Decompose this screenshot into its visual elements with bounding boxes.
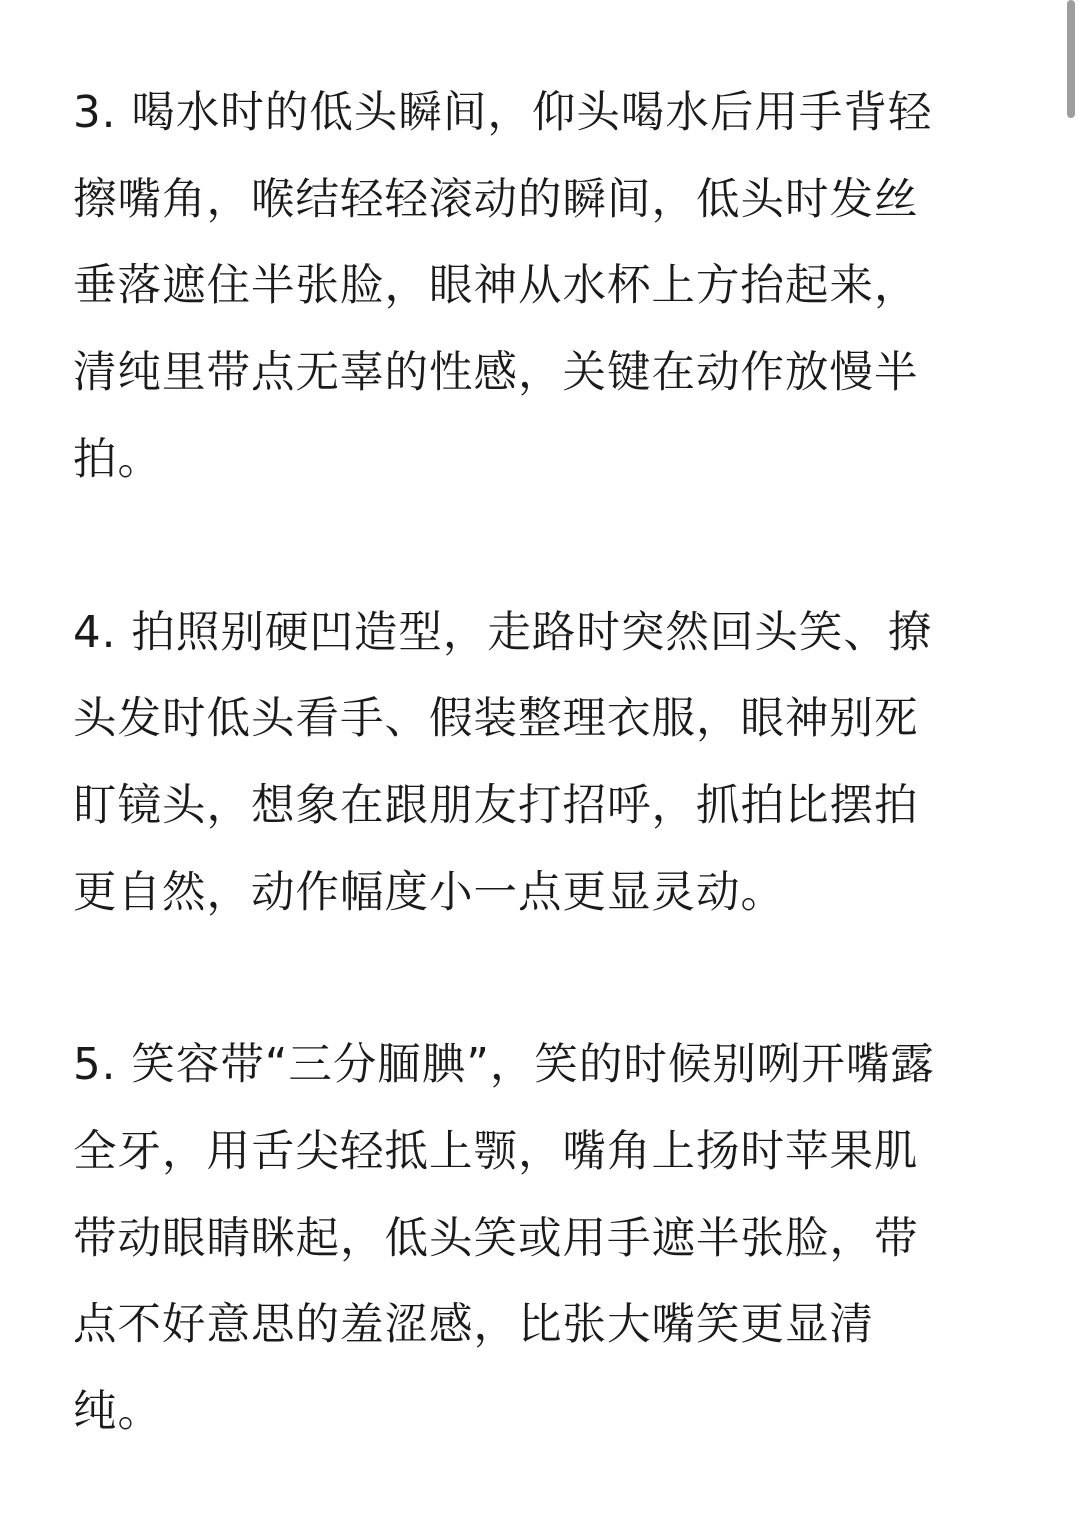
vertical-scrollbar[interactable] xyxy=(1064,0,1078,1518)
text-line: 拍。 xyxy=(73,434,162,485)
paragraph-4 xyxy=(73,590,993,937)
scrollbar-thumb[interactable] xyxy=(1067,0,1075,118)
text-line: 5. 笑容带“三分腼腆”，笑的时候别咧开嘴露 xyxy=(73,1040,935,1091)
text-line: 全牙，用舌尖轻抵上颚，嘴角上扬时苹果肌 xyxy=(73,1127,919,1178)
text-line: 纯。 xyxy=(73,1387,162,1438)
text-line: 3. 喝水时的低头瞬间，仰头喝水后用手背轻 xyxy=(73,88,933,138)
text-line: 擦嘴角，喉结轻轻滚动的瞬间，低头时发丝 xyxy=(73,174,919,225)
paragraph-3 xyxy=(73,70,993,504)
text-line: 带动眼睛眯起，低头笑或用手遮半张脸，带 xyxy=(73,1213,919,1264)
text-line: 4. 拍照别硬凹造型，走路时突然回头笑、撩 xyxy=(73,607,933,658)
text-line: 更自然，动作幅度小一点更显灵动。 xyxy=(73,867,785,918)
text-line: 盯镜头，想象在跟朋友打招呼，抓拍比摆拍 xyxy=(73,780,919,831)
text-line: 点不好意思的羞涩感，比张大嘴笑更显清 xyxy=(73,1300,874,1351)
text-line: 清纯里带点无辜的性感，关键在动作放慢半 xyxy=(73,348,919,399)
text-line: 头发时低头看手、假装整理衣服，眼神别死 xyxy=(73,694,919,745)
article-content xyxy=(73,70,993,1456)
paragraph-5 xyxy=(73,1022,993,1456)
text-line: 垂落遮住半张脸，眼神从水杯上方抬起来， xyxy=(73,261,919,312)
